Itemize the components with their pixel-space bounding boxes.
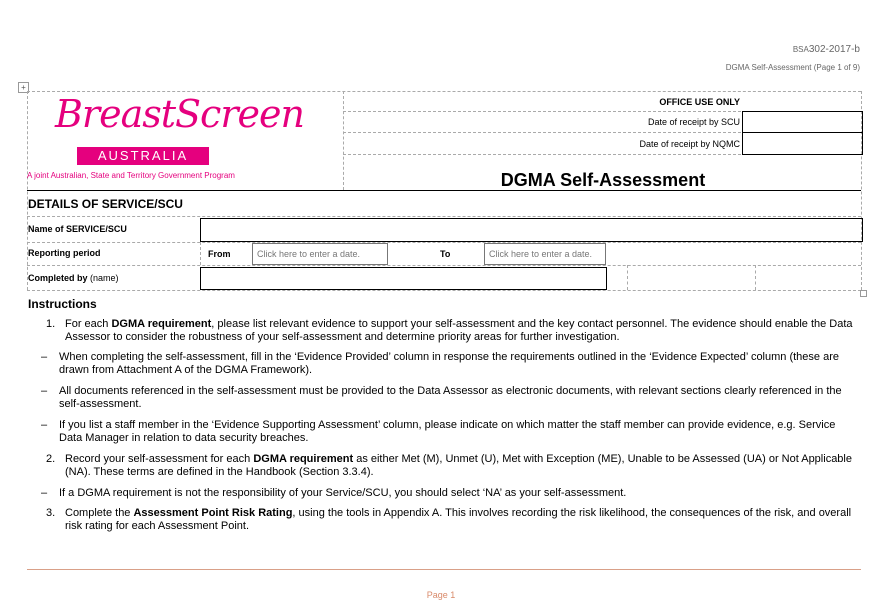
to-date-input[interactable]: Click here to enter a date. bbox=[484, 243, 606, 265]
dash-bullet: – bbox=[41, 351, 48, 363]
australia-logo-bar: AUSTRALIA bbox=[77, 147, 209, 165]
office-use-heading: OFFICE USE ONLY bbox=[659, 97, 740, 107]
form-title: DGMA Self-Assessment bbox=[500, 170, 706, 190]
instruction-item-3: Complete the Assessment Point Risk Rating, using the tools in Appendix A. This involves recording the risk likelihood, the consequences of the risk, and overall risk rating for each Assessment Point. bbox=[65, 507, 852, 532]
dash-bullet: – bbox=[41, 385, 48, 397]
breastscreen-logo: BreastScreen bbox=[55, 92, 304, 136]
receipt-scu-field[interactable] bbox=[742, 111, 863, 133]
table-border-bottom bbox=[27, 290, 861, 291]
receipt-scu-label: Date of receipt by SCU bbox=[647, 117, 740, 127]
instruction-item-1: For each DGMA requirement, please list relevant evidence to support your self-assessment and the key contact personnel. The evidence should enable the Data Assessor to consider the robustness of your self-assessment and determine priority areas for further investigation. bbox=[65, 318, 853, 343]
logo-tagline: A joint Australian, State and Territory Government Program bbox=[27, 171, 235, 180]
service-name-input[interactable] bbox=[200, 218, 863, 242]
receipt-nqmc-field[interactable] bbox=[742, 132, 863, 155]
footer-rule bbox=[27, 569, 861, 570]
instruction-dash-2: All documents referenced in the self-assessment must be provided to the Data Assessor as electronic documents, with relevant sections clearly referenced in the self-assessment. bbox=[59, 385, 842, 410]
table-divider bbox=[27, 216, 861, 217]
table-divider bbox=[27, 265, 861, 266]
list-number: 2. bbox=[46, 453, 56, 465]
instruction-dash-4: If a DGMA requirement is not the responsibility of your Service/SCU, you should select ‘NA’ as your self-assessment. bbox=[59, 487, 627, 499]
receipt-nqmc-label: Date of receipt by NQMC bbox=[639, 139, 740, 149]
document-page-title: DGMA Self-Assessment (Page 1 of 9) bbox=[725, 63, 860, 72]
dash-bullet: – bbox=[41, 487, 48, 499]
from-date-input[interactable]: Click here to enter a date. bbox=[252, 243, 388, 265]
table-resize-handle[interactable] bbox=[860, 290, 867, 297]
details-section-title: DETAILS OF SERVICE/SCU bbox=[28, 197, 183, 211]
dash-bullet: – bbox=[41, 419, 48, 431]
instruction-dash-1: When completing the self-assessment, fill in the ‘Evidence Provided’ column in response the requirements outlined in the ‘Evidence Expected’ column (these are drawn from Attachment A of the DGMA Framework). bbox=[59, 351, 839, 376]
instructions-title: Instructions bbox=[28, 297, 97, 311]
list-number: 3. bbox=[46, 507, 56, 519]
from-label: From bbox=[208, 249, 231, 259]
instruction-dash-3: If you list a staff member in the ‘Evidence Supporting Assessment’ column, please indicate on which matter the staff member can provide evidence, e.g. Service Data Manager in relation to data security breaches. bbox=[59, 419, 836, 444]
document-code: BSA302-2017-b bbox=[792, 44, 860, 55]
completed-by-input[interactable] bbox=[200, 267, 607, 290]
table-divider bbox=[27, 242, 861, 243]
table-move-handle-icon[interactable]: + bbox=[18, 82, 29, 93]
reporting-period-label: Reporting period bbox=[28, 248, 101, 258]
list-number: 1. bbox=[46, 318, 56, 330]
completed-by-label: Completed by (name) bbox=[28, 273, 119, 283]
service-name-label: Name of SERVICE/SCU bbox=[28, 224, 127, 234]
page-number: Page 1 bbox=[426, 590, 456, 600]
to-label: To bbox=[440, 249, 451, 259]
table-divider bbox=[755, 265, 756, 290]
instruction-item-2: Record your self-assessment for each DGMA requirement as either Met (M), Unmet (U), Met with Exception (ME), Unable to be Assessed (UA) or Not Applicable (NA). These terms are defined in the Handbook (Section 3.3.4). bbox=[65, 453, 852, 478]
table-divider bbox=[627, 265, 628, 290]
